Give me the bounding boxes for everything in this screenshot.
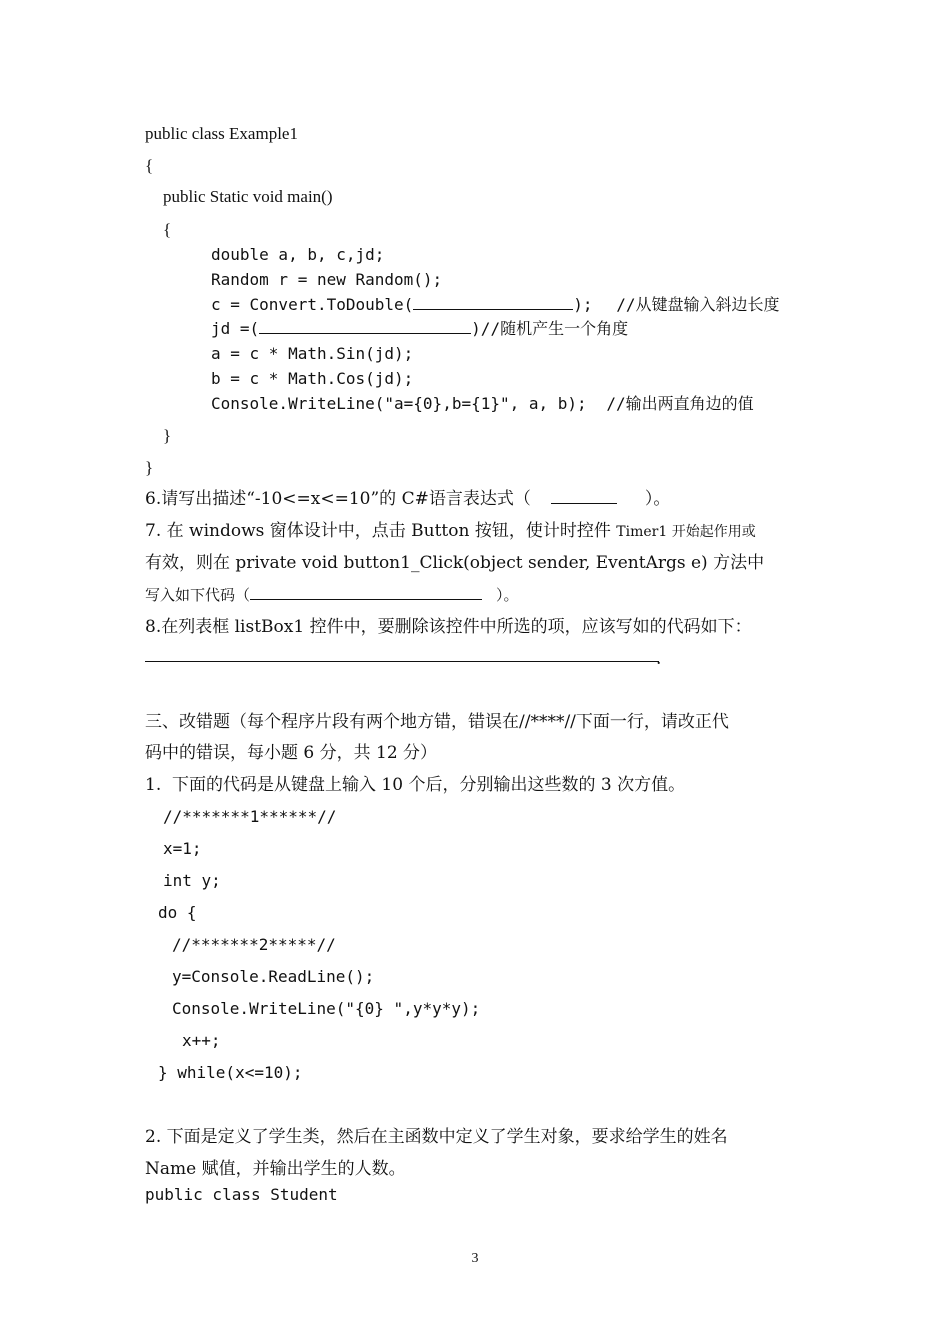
code-convert-suffix: ); (573, 295, 603, 314)
section-3-question-2-code: public class Student (145, 1185, 338, 1204)
code-line-vars: double a, b, c,jd; (211, 245, 385, 264)
section-3-question-2-line-2: Name 赋值，并输出学生的人数。 (145, 1159, 406, 1179)
question-7-text-a: 7. 在 windows 窗体设计中，点击 Button 按钮，使计时控件 (145, 521, 617, 541)
code-line-main-decl: public Static void main() (163, 187, 333, 206)
question-7-line-1 (145, 520, 756, 543)
code-line-sin: a = c * Math.Sin(jd); (211, 344, 414, 363)
code2-readline: y=Console.ReadLine(); (172, 967, 375, 986)
code2-comment-1: //*******1******// (163, 807, 337, 826)
fill-blank-convert[interactable] (413, 294, 573, 310)
section-3-question-1: 1. 下面的代码是从键盘上输入 10 个后，分别输出这些数的 3 次方值。 (145, 775, 686, 795)
question-6-end: ）。 (644, 489, 671, 509)
code-line-main-open-brace: { (163, 220, 172, 239)
code-line-class-decl: public class Example1 (145, 124, 298, 143)
fill-blank-q8[interactable] (145, 661, 659, 662)
question-7-line-2: 有效，则在 private void button1_Click(object sender, EventArgs e) 方法中 (145, 553, 765, 573)
section-3-heading-line-1: 三、改错题（每个程序片段有两个地方错，错误在//****//下面一行，请改正代 (145, 712, 729, 732)
code-convert-prefix: c = Convert.ToDouble( (211, 295, 414, 314)
code2-while: } while(x<=10); (158, 1063, 303, 1082)
question-6 (145, 488, 670, 510)
code-line-main-close-brace: } (163, 426, 172, 445)
section-3-question-2-line-1: 2. 下面是定义了学生类，然后在主函数中定义了学生对象，要求给学生的姓名 (145, 1127, 728, 1147)
code-line-random: Random r = new Random(); (211, 270, 443, 289)
code-comment-hypotenuse: //从键盘输入斜边长度 (616, 295, 780, 314)
question-7-text-c: 写入如下代码（ (145, 586, 251, 604)
question-7-line-3 (145, 584, 519, 606)
code2-init-x: x=1; (163, 839, 202, 858)
code2-decl-y: int y; (163, 871, 221, 890)
question-8-line-1: 8.在列表框 listBox1 控件中，要删除该控件中所选的项，应该写如的代码如下： (145, 617, 752, 637)
code-writeline-stmt: Console.WriteLine("a={0},b={1}", a, b); (211, 394, 597, 413)
code-line-cos: b = c * Math.Cos(jd); (211, 369, 414, 388)
code-comment-legs: //输出两直角边的值 (606, 394, 754, 413)
fill-blank-angle[interactable] (259, 318, 471, 334)
code-angle-prefix: jd =( (211, 319, 260, 338)
code-angle-suffix: )//随机产生一个角度 (471, 319, 629, 338)
section-3-heading-line-2: 码中的错误，每小题 6 分，共 12 分） (145, 743, 438, 763)
code2-comment-2: //*******2*****// (172, 935, 336, 954)
question-8-end: . (656, 649, 662, 669)
code-line-angle (211, 318, 628, 340)
code-line-class-close-brace: } (145, 458, 154, 477)
question-7-text-b: Timer1 开始起作用或 (616, 524, 756, 540)
code-line-open-brace: { (145, 156, 154, 175)
page-number: 3 (471, 1251, 479, 1266)
fill-blank-q6[interactable] (551, 488, 617, 504)
question-7-end: ）。 (496, 586, 519, 604)
fill-blank-q7[interactable] (250, 584, 482, 600)
code-line-convert (211, 294, 779, 316)
code2-increment: x++; (182, 1031, 221, 1050)
code-line-writeline (211, 393, 754, 415)
code2-writeline: Console.WriteLine("{0} ",y*y*y); (172, 999, 481, 1018)
question-6-text: 6.请写出描述“-10<=x<=10”的 C#语言表达式（ (145, 489, 531, 509)
code2-do-open: do { (158, 903, 197, 922)
